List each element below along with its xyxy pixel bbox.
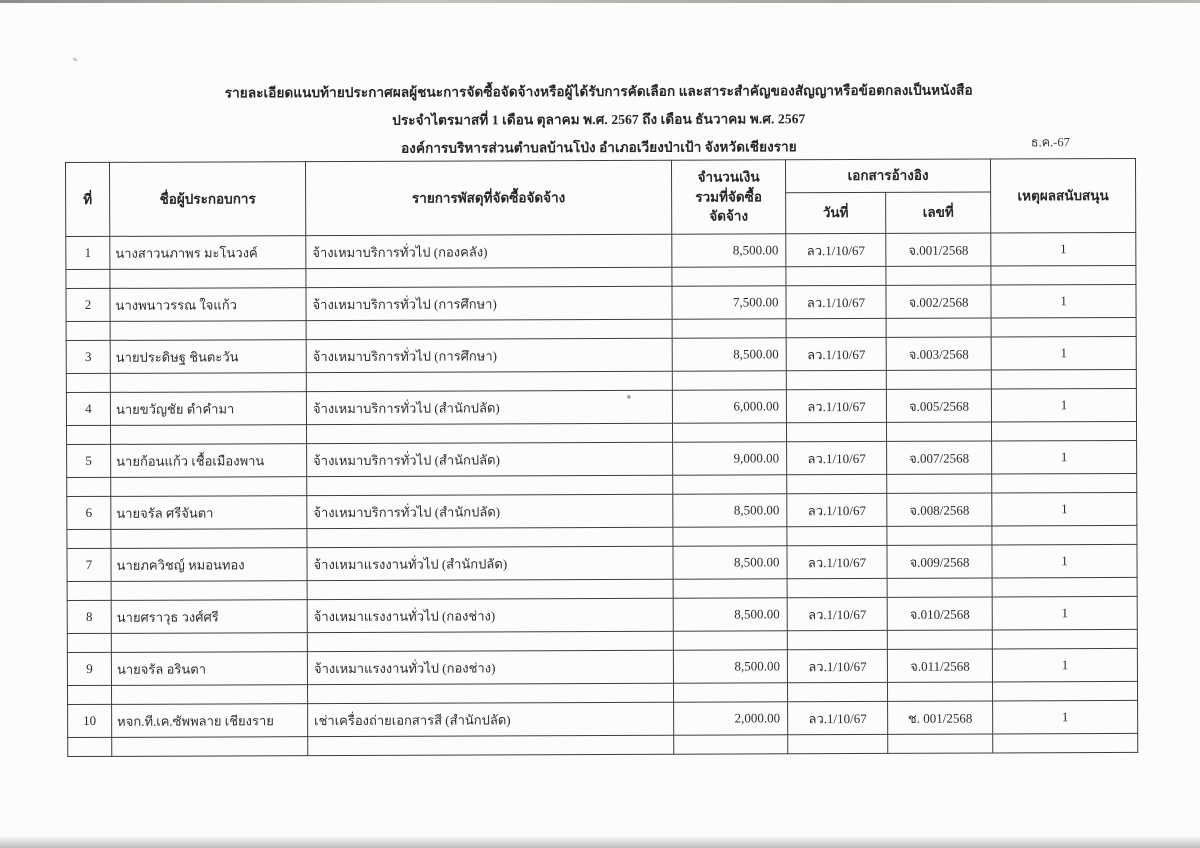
table-row	[67, 544, 1137, 581]
spacer-cell	[993, 681, 1138, 701]
cell-item: จ้างเหมาบริการทั่วไป (การศึกษา)	[306, 286, 672, 320]
spacer-cell	[68, 737, 112, 756]
spacer-cell	[991, 317, 1136, 337]
spacer-cell	[787, 474, 887, 493]
spacer-cell	[68, 685, 112, 704]
spacer-cell	[110, 321, 306, 341]
cell-ref_no: จ.005/2568	[886, 389, 991, 422]
spacer-cell	[110, 269, 306, 289]
spacer-cell	[307, 631, 673, 651]
cell-ref_no: จ.003/2568	[886, 337, 991, 370]
cell-reason: 1	[992, 596, 1137, 630]
cell-reason: 1	[991, 232, 1136, 266]
cell-reason: 1	[992, 544, 1137, 578]
spacer-cell	[306, 371, 672, 391]
cell-amount: 8,500.00	[673, 546, 787, 579]
document-title-line2: ประจำไตรมาสที่ 1 เดือน ตุลาคม พ.ศ. 2567 ถึง เดือน ธันวาคม พ.ศ. 2567	[392, 111, 806, 128]
spacer-cell	[886, 370, 991, 389]
cell-no: 10	[68, 704, 112, 737]
cell-reason: 1	[991, 336, 1136, 370]
cell-no: 2	[66, 288, 110, 321]
spacer-cell	[673, 527, 787, 546]
header-no: ที่	[65, 162, 109, 236]
table-row	[67, 648, 1137, 685]
cell-reason: 1	[992, 648, 1137, 682]
spacer-cell	[673, 475, 787, 494]
spacer-cell	[67, 581, 111, 600]
cell-amount: 8,500.00	[673, 494, 787, 527]
spacer-cell	[307, 683, 673, 703]
spacer-cell	[111, 477, 307, 497]
cell-ref_no: จ.002/2568	[886, 285, 991, 318]
cell-ref_date: ลว.1/10/67	[786, 233, 886, 266]
cell-vendor: นายศราวุธ วงศ์ศรี	[111, 600, 307, 634]
table-body	[66, 232, 1138, 756]
spacer-cell	[110, 373, 306, 393]
spacer-cell	[992, 629, 1137, 649]
header-ref-no: เลขที่	[886, 192, 991, 233]
cell-vendor: นางสาวนภาพร มะโนวงค์	[110, 236, 306, 270]
scan-speck	[627, 395, 631, 399]
spacer-cell	[307, 579, 673, 599]
spacer-cell	[308, 735, 674, 755]
cell-ref_no: จ.009/2568	[887, 545, 992, 578]
cell-reason: 1	[991, 388, 1136, 422]
spacer-cell	[67, 477, 111, 496]
spacer-cell	[307, 527, 673, 547]
spacer-cell	[307, 475, 673, 495]
table-row	[66, 388, 1136, 425]
spacer-cell	[886, 318, 991, 337]
spacer-cell	[786, 370, 886, 389]
spacer-cell	[992, 473, 1137, 493]
table-row	[66, 284, 1136, 321]
cell-ref_date: ลว.1/10/67	[787, 441, 887, 474]
cell-no: 8	[67, 600, 111, 633]
spacer-cell	[111, 529, 307, 549]
corner-date-note: ธ.ค.-67	[1030, 135, 1070, 150]
header-vendor: ชื่อผู้ประกอบการ	[109, 162, 305, 237]
cell-ref_date: ลว.1/10/67	[786, 337, 886, 370]
cell-ref_date: ลว.1/10/67	[787, 597, 887, 630]
spacer-cell	[886, 266, 991, 285]
header-reason: เหตุผลสนับสนุน	[991, 158, 1136, 233]
cell-item: จ้างเหมาบริการทั่วไป (กองคลัง)	[306, 234, 672, 268]
spacer-cell	[887, 578, 992, 597]
spacer-cell	[887, 630, 992, 649]
spacer-cell	[786, 422, 886, 441]
cell-ref_no: จ.008/2568	[887, 493, 992, 526]
spacer-cell	[787, 630, 887, 649]
cell-amount: 7,500.00	[672, 286, 786, 319]
document-title-line1: รายละเอียดแนบท้ายประกาศผลผู้ชนะการจัดซื้อจัดจ้างหรือผู้ได้รับการคัดเลือก และสาระสำคัญของสัญญาหรือข้อตกลงเป็นหนังสือ	[224, 82, 973, 101]
cell-item: จ้างเหมาแรงงานทั่วไป (กองช่าง)	[307, 650, 673, 684]
cell-no: 5	[67, 444, 111, 477]
cell-no: 1	[66, 236, 110, 269]
spacer-cell	[788, 734, 888, 753]
spacer-cell	[887, 474, 992, 493]
spacer-cell	[111, 581, 307, 601]
cell-item: จ้างเหมาบริการทั่วไป (สำนักปลัด)	[307, 494, 673, 528]
cell-ref_no: จ.011/2568	[887, 649, 992, 682]
spacer-cell	[888, 734, 993, 753]
spacer-cell	[787, 578, 887, 597]
procurement-table	[65, 158, 1138, 757]
spacer-cell	[992, 577, 1137, 597]
cell-amount: 8,500.00	[673, 650, 787, 683]
cell-vendor: หจก.ที.เค.ซัพพลาย เชียงราย	[112, 704, 308, 738]
cell-vendor: นายประดิษฐ ชินตะวัน	[110, 340, 306, 374]
cell-vendor: นายภควิชญ์ หมอนทอง	[111, 548, 307, 582]
header-reference: เอกสารอ้างอิง	[785, 159, 990, 193]
spacer-cell	[672, 267, 786, 286]
spacer-cell	[66, 321, 110, 340]
cell-ref_date: ลว.1/10/67	[787, 649, 887, 682]
spacer-cell	[67, 633, 111, 652]
spacer-cell	[67, 529, 111, 548]
cell-no: 7	[67, 548, 111, 581]
spacer-cell	[787, 526, 887, 545]
spacer-cell	[673, 631, 787, 650]
spacer-cell	[887, 682, 992, 701]
spacer-cell	[111, 633, 307, 653]
cell-amount: 8,500.00	[673, 598, 787, 631]
table-row	[67, 492, 1137, 529]
cell-ref_date: ลว.1/10/67	[786, 389, 886, 422]
cell-no: 4	[66, 392, 110, 425]
spacer-cell	[112, 685, 308, 705]
scan-speck	[72, 57, 78, 62]
header-items: รายการพัสดุที่จัดซื้อจัดจ้าง	[305, 160, 671, 235]
spacer-cell	[674, 735, 788, 754]
cell-item: จ้างเหมาแรงงานทั่วไป (สำนักปลัด)	[307, 546, 673, 580]
spacer-cell	[672, 423, 786, 442]
spacer-cell	[306, 319, 672, 339]
cell-amount: 8,500.00	[672, 234, 786, 267]
cell-ref_date: ลว.1/10/67	[788, 701, 888, 734]
table-row	[66, 232, 1136, 269]
cell-no: 6	[67, 496, 111, 529]
spacer-row	[68, 733, 1138, 756]
table-row	[67, 596, 1137, 633]
cell-amount: 9,000.00	[673, 442, 787, 475]
spacer-cell	[673, 579, 787, 598]
cell-reason: 1	[992, 492, 1137, 526]
cell-item: เช่าเครื่องถ่ายเอกสารสี (สำนักปลัด)	[308, 702, 674, 736]
spacer-cell	[991, 265, 1136, 285]
cell-ref_date: ลว.1/10/67	[786, 285, 886, 318]
spacer-cell	[111, 425, 307, 445]
cell-reason: 1	[993, 700, 1138, 734]
spacer-cell	[672, 371, 786, 390]
scan-edge-artifact-bottom	[0, 836, 1200, 848]
document-title-line3: องค์การบริหารส่วนตำบลบ้านโป่ง อำเภอเวียงป่าเป้า จังหวัดเชียงราย	[401, 139, 797, 156]
cell-vendor: นางพนาวรรณ ใจแก้ว	[110, 288, 306, 322]
cell-ref_no: จ.001/2568	[886, 233, 991, 266]
spacer-cell	[993, 733, 1138, 753]
cell-vendor: นายขวัญชัย ตำคำมา	[110, 392, 306, 426]
table-row	[66, 336, 1136, 373]
cell-vendor: นายจรัล อรินตา	[111, 652, 307, 686]
cell-vendor: นายจรัล ศรีจันตา	[111, 496, 307, 530]
cell-ref_no: จ.007/2568	[887, 441, 992, 474]
cell-amount: 6,000.00	[672, 390, 786, 423]
spacer-cell	[886, 422, 991, 441]
spacer-cell	[307, 423, 673, 443]
header-amount: จำนวนเงินรวมที่จัดซื้อ จัดจ้าง	[671, 160, 785, 234]
cell-no: 9	[67, 652, 111, 685]
table-header	[65, 158, 1135, 236]
spacer-cell	[672, 319, 786, 338]
cell-reason: 1	[992, 440, 1137, 474]
spacer-cell	[306, 267, 672, 287]
spacer-cell	[112, 737, 308, 757]
spacer-cell	[66, 373, 110, 392]
cell-ref_no: ช. 001/2568	[888, 701, 993, 734]
cell-amount: 2,000.00	[674, 702, 788, 735]
spacer-cell	[786, 318, 886, 337]
cell-ref_date: ลว.1/10/67	[787, 545, 887, 578]
cell-item: จ้างเหมาบริการทั่วไป (สำนักปลัด)	[307, 442, 673, 476]
spacer-cell	[67, 425, 111, 444]
cell-vendor: นายก้อนแก้ว เชื้อเมืองพาน	[111, 444, 307, 478]
cell-ref_no: จ.010/2568	[887, 597, 992, 630]
spacer-cell	[992, 525, 1137, 545]
table-row	[67, 440, 1137, 477]
cell-reason: 1	[991, 284, 1136, 318]
cell-item: จ้างเหมาบริการทั่วไป (สำนักปลัด)	[306, 390, 672, 424]
spacer-cell	[66, 269, 110, 288]
spacer-cell	[787, 682, 887, 701]
procurement-table-wrapper	[65, 158, 1138, 757]
spacer-cell	[673, 683, 787, 702]
spacer-cell	[992, 421, 1137, 441]
spacer-cell	[991, 369, 1136, 389]
header-ref-date: วันที่	[786, 192, 886, 233]
cell-item: จ้างเหมาแรงงานทั่วไป (กองช่าง)	[307, 598, 673, 632]
cell-amount: 8,500.00	[672, 338, 786, 371]
spacer-cell	[887, 526, 992, 545]
spacer-cell	[786, 266, 886, 285]
cell-no: 3	[66, 340, 110, 373]
cell-item: จ้างเหมาบริการทั่วไป (การศึกษา)	[306, 338, 672, 372]
cell-ref_date: ลว.1/10/67	[787, 493, 887, 526]
table-row	[68, 700, 1138, 737]
